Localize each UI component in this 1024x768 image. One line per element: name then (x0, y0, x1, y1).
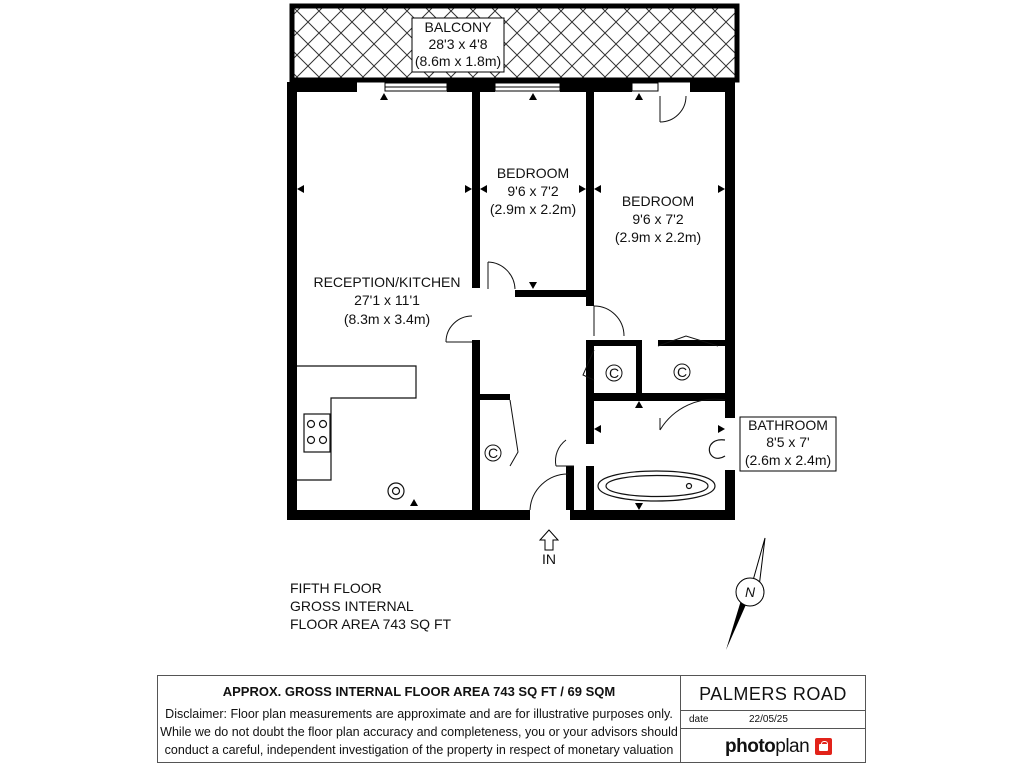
brand-text-light: plan (775, 736, 810, 757)
floor-info (290, 579, 451, 633)
balcony-name: BALCONY (424, 19, 492, 35)
brand-logo (725, 736, 809, 758)
floor-info-line: FIFTH FLOOR (290, 580, 382, 596)
reception-size-metric: (8.3m x 3.4m) (343, 311, 431, 327)
cupboard-mark: C (608, 365, 620, 381)
cupboard-mark: C (487, 445, 499, 461)
bathroom-name: BATHROOM (748, 417, 828, 433)
balcony-size-imperial: 28'3 x 4'8 (428, 36, 488, 52)
date-row (681, 710, 865, 729)
bedroom-1-size-metric: (2.9m x 2.2m) (489, 201, 577, 217)
room-bathroom (740, 417, 836, 471)
date-value: 22/05/25 (749, 714, 788, 725)
disclaimer-text (158, 705, 680, 759)
reception-size-imperial: 27'1 x 11'1 (354, 292, 420, 308)
camera-icon (815, 738, 832, 755)
room-bedroom-2 (615, 193, 701, 245)
footer-panel (157, 675, 866, 763)
entrance-arrow-icon (540, 530, 558, 550)
balcony-area (292, 6, 737, 80)
reception-name: RECEPTION/KITCHEN (313, 274, 461, 290)
cupboard-mark: C (676, 364, 688, 380)
bedroom-2-size-metric: (2.9m x 2.2m) (614, 229, 702, 245)
brand-text-bold: photo (725, 736, 776, 757)
bathroom-size-imperial: 8'5 x 7' (766, 434, 810, 450)
footer-property (681, 676, 865, 762)
disclaimer-line: While we do not doubt the floor plan accuracy and completeness, you or your advisors should (160, 725, 678, 739)
disclaimer-line: conduct a careful, independent investigation of the property in respect of monetary valuation (164, 743, 674, 757)
bedroom-2-name: BEDROOM (621, 193, 695, 209)
bedroom-2-size-imperial: 9'6 x 7'2 (632, 211, 684, 227)
property-address: PALMERS ROAD (699, 684, 847, 704)
bedroom-1-size-imperial: 9'6 x 7'2 (507, 183, 559, 199)
date-label: date (689, 714, 709, 725)
interior-walls (472, 82, 735, 520)
entrance-label: IN (542, 551, 556, 567)
bathroom-fixtures (598, 440, 725, 501)
kitchen-counter (297, 366, 416, 499)
bedroom-1-name: BEDROOM (496, 165, 570, 181)
floor-info-line: GROSS INTERNAL (290, 598, 414, 614)
room-bedroom-1 (490, 165, 576, 217)
disclaimer-line: Disclaimer: Floor plan measurements are approximate and are for illustrative purposes only. (165, 707, 673, 721)
floor-info-line: FLOOR AREA 743 SQ FT (290, 616, 452, 632)
balcony-size-metric: (8.6m x 1.8m) (414, 53, 502, 69)
compass-north-label: N (744, 584, 756, 600)
footer-info (158, 676, 681, 762)
room-reception-kitchen (313, 274, 460, 327)
bathroom-size-metric: (2.6m x 2.4m) (744, 452, 832, 468)
gross-area-headline: APPROX. GROSS INTERNAL FLOOR AREA 743 SQ FT / 69 SQM (222, 684, 616, 699)
